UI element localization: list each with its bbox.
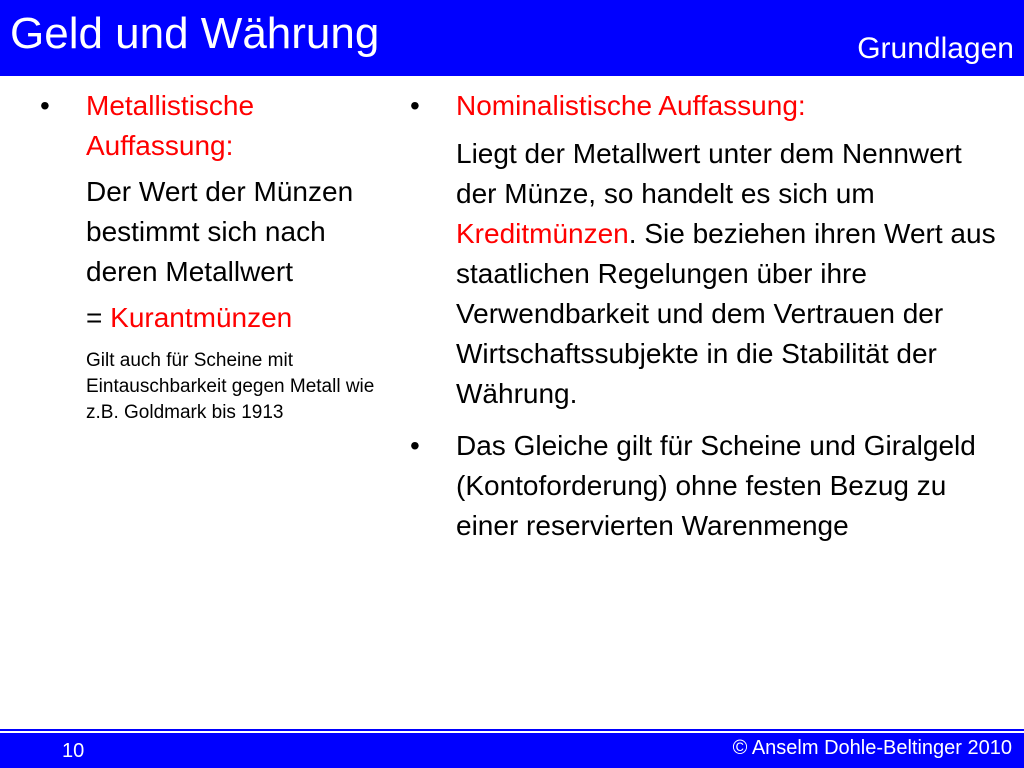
- header-bar: [0, 0, 1024, 76]
- left-column: [40, 86, 380, 426]
- kurantmuenzen-line: [40, 298, 380, 338]
- kreditmuenzen-paragraph: [410, 134, 1000, 414]
- bullet-text-scheine: Das Gleiche gilt für Scheine und Giralgeld (Kontoforderung) ohne festen Bezug zu einer reservierten Warenmenge: [456, 430, 976, 541]
- bullet-title-nominalistische: Nominalistische Auffassung:: [456, 90, 806, 121]
- bullet-title-metallistische: Metallistische Auffassung:: [86, 90, 255, 161]
- kreditmuenzen-term: Kreditmünzen: [456, 218, 629, 249]
- bullet-scheine-giralgeld: [410, 426, 1000, 546]
- metallwert-text: Der Wert der Münzen bestimmt sich nach deren Metallwert: [86, 176, 354, 287]
- bullet-dot-icon: •: [410, 430, 420, 461]
- kurantmuenzen-term: Kurantmünzen: [110, 302, 293, 333]
- bullet-nominalistische: [410, 86, 1000, 126]
- bullet-dot-icon: •: [40, 90, 50, 121]
- slide-title: Geld und Währung: [10, 9, 380, 58]
- footer-divider: [0, 729, 1024, 731]
- right-column: [410, 86, 1000, 546]
- bullet-dot-icon: •: [410, 90, 420, 121]
- slide-subtitle: Grundlagen: [857, 32, 1014, 65]
- goldmark-note: Gilt auch für Scheine mit Eintauschbarkeit gegen Metall wie z.B. Goldmark bis 1913: [86, 350, 375, 423]
- paragraph-part2: . Sie beziehen ihren Wert aus staatlichen Regelungen über ihre Verwendbarkeit und dem Vertrauen der Wirtschaftssubjekte in die Stabilität der Währung.: [456, 218, 996, 409]
- paragraph-part1: Liegt der Metallwert unter dem Nennwert der Münze, so handelt es sich um: [456, 138, 962, 209]
- copyright-notice: © Anselm Dohle-Beltinger 2010: [732, 737, 1012, 759]
- equals-sign: =: [86, 302, 111, 333]
- page-number: 10: [62, 740, 85, 762]
- bullet-metallistische: [40, 86, 380, 166]
